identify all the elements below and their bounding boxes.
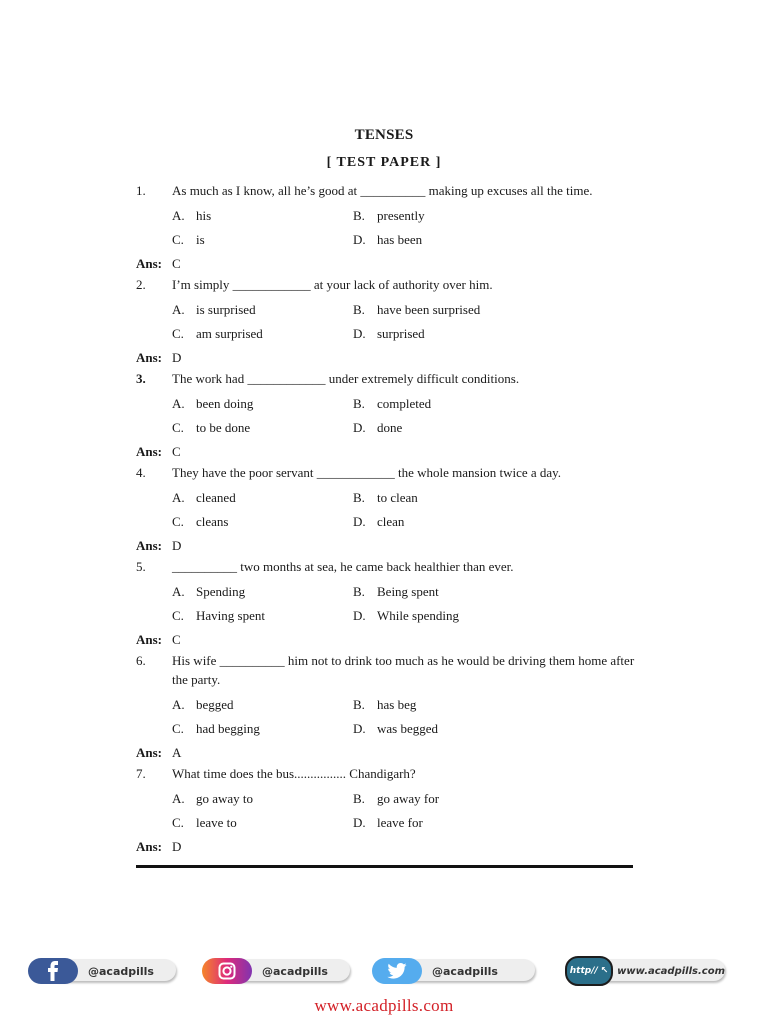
question-number: 4. <box>136 465 146 480</box>
option-letter: A. <box>172 396 185 411</box>
question-text: The work had ____________ under extremely difficult conditions. <box>172 371 520 386</box>
option-letter: D. <box>353 608 366 623</box>
option-letter: C. <box>172 420 184 435</box>
option-text: presently <box>377 208 425 223</box>
answer-value: C <box>172 632 181 647</box>
answer-option <box>353 490 534 506</box>
answer-value: D <box>172 839 182 854</box>
option-text: is <box>196 232 205 247</box>
answer-option <box>172 608 353 624</box>
answer-line <box>136 534 636 557</box>
answer-option <box>353 326 534 342</box>
option-text: begged <box>196 697 234 712</box>
answer-option <box>353 208 534 224</box>
answer-line <box>136 440 636 463</box>
question-item <box>136 463 636 557</box>
answer-value: C <box>172 444 181 459</box>
answer-option <box>353 396 534 412</box>
options-row <box>172 693 636 717</box>
answer-option <box>353 815 534 831</box>
facebook-link[interactable] <box>28 955 178 987</box>
option-text: his <box>196 208 212 223</box>
question-item <box>136 557 636 651</box>
website-link[interactable] <box>565 955 725 987</box>
question-text: They have the poor servant ____________ the whole mansion twice a day. <box>172 465 562 480</box>
option-letter: D. <box>353 326 366 341</box>
answer-option <box>172 302 353 318</box>
option-text: am surprised <box>196 326 263 341</box>
answer-option <box>172 396 353 412</box>
option-text: Spending <box>196 584 246 599</box>
question-number: 7. <box>136 766 146 781</box>
option-text: clean <box>377 514 405 529</box>
option-letter: B. <box>353 302 365 317</box>
options-grid <box>172 298 636 346</box>
answer-option <box>353 791 534 807</box>
cursor-icon: ↖ <box>600 966 609 976</box>
answer-label: Ans: <box>136 538 163 553</box>
option-letter: D. <box>353 420 366 435</box>
answer-option <box>172 420 353 436</box>
question-line <box>136 764 636 783</box>
question-list <box>136 181 636 858</box>
answer-option <box>353 514 534 530</box>
question-line <box>136 651 636 689</box>
option-text: surprised <box>377 326 425 341</box>
answer-option <box>172 326 353 342</box>
answer-option <box>353 302 534 318</box>
option-text: done <box>377 420 403 435</box>
answer-option <box>172 584 353 600</box>
answer-line <box>136 252 636 275</box>
answer-option <box>172 490 353 506</box>
option-letter: A. <box>172 697 185 712</box>
option-text: is surprised <box>196 302 256 317</box>
answer-option <box>172 697 353 713</box>
option-text: has been <box>377 232 423 247</box>
option-letter: C. <box>172 608 184 623</box>
options-row <box>172 298 636 322</box>
options-row <box>172 811 636 835</box>
website-handle: www.acadpills.com <box>617 965 725 977</box>
answer-label: Ans: <box>136 745 163 760</box>
option-letter: A. <box>172 208 185 223</box>
question-item <box>136 651 636 764</box>
question-number: 5. <box>136 559 146 574</box>
answer-option <box>172 514 353 530</box>
social-links-bar <box>0 955 768 989</box>
option-letter: B. <box>353 584 365 599</box>
question-item <box>136 275 636 369</box>
option-letter: D. <box>353 514 366 529</box>
option-letter: B. <box>353 791 365 806</box>
divider-rule <box>136 865 633 868</box>
answer-line <box>136 741 636 764</box>
question-line <box>136 463 636 482</box>
answer-label: Ans: <box>136 632 163 647</box>
option-text: had begging <box>196 721 260 736</box>
answer-label: Ans: <box>136 839 163 854</box>
options-grid <box>172 486 636 534</box>
option-text: to clean <box>377 490 418 505</box>
option-letter: A. <box>172 302 185 317</box>
option-text: to be done <box>196 420 251 435</box>
answer-line <box>136 835 636 858</box>
option-letter: C. <box>172 326 184 341</box>
option-text: have been surprised <box>377 302 481 317</box>
options-row <box>172 604 636 628</box>
answer-option <box>172 815 353 831</box>
question-number: 3. <box>136 371 146 386</box>
question-text: His wife __________ him not to drink too much as he would be driving them home after the party. <box>172 653 635 687</box>
answer-label: Ans: <box>136 350 163 365</box>
answer-option <box>172 721 353 737</box>
answer-value: D <box>172 350 182 365</box>
options-row <box>172 228 636 252</box>
question-item <box>136 764 636 858</box>
option-letter: B. <box>353 490 365 505</box>
option-text: go away to <box>196 791 254 806</box>
option-letter: C. <box>172 815 184 830</box>
options-grid <box>172 580 636 628</box>
answer-option <box>353 232 534 248</box>
answer-line <box>136 346 636 369</box>
option-text: cleaned <box>196 490 236 505</box>
question-text: What time does the bus................ Chandigarh? <box>172 766 416 781</box>
option-text: Having spent <box>196 608 265 623</box>
question-line <box>136 275 636 294</box>
options-grid <box>172 392 636 440</box>
options-row <box>172 787 636 811</box>
options-grid <box>172 693 636 741</box>
question-number: 2. <box>136 277 146 292</box>
option-letter: C. <box>172 514 184 529</box>
facebook-icon <box>28 958 78 984</box>
answer-option <box>353 721 534 737</box>
options-row <box>172 416 636 440</box>
answer-line <box>136 628 636 651</box>
option-text: While spending <box>377 608 459 623</box>
question-line <box>136 369 636 388</box>
facebook-handle: @acadpills <box>88 964 154 978</box>
options-row <box>172 580 636 604</box>
answer-option <box>172 791 353 807</box>
option-text: was begged <box>377 721 439 736</box>
options-grid <box>172 204 636 252</box>
option-text: completed <box>377 396 432 411</box>
option-text: has beg <box>377 697 417 712</box>
options-row <box>172 486 636 510</box>
instagram-handle: @acadpills <box>262 964 328 978</box>
option-text: Being spent <box>377 584 439 599</box>
option-letter: B. <box>353 208 365 223</box>
twitter-icon <box>372 958 422 984</box>
answer-label: Ans: <box>136 444 163 459</box>
instagram-icon <box>202 958 252 984</box>
question-item <box>136 181 636 275</box>
option-letter: D. <box>353 721 366 736</box>
question-number: 1. <box>136 183 146 198</box>
answer-option <box>353 697 534 713</box>
option-letter: D. <box>353 815 366 830</box>
option-text: leave for <box>377 815 423 830</box>
option-text: cleans <box>196 514 229 529</box>
options-row <box>172 204 636 228</box>
answer-option <box>353 608 534 624</box>
option-letter: A. <box>172 584 185 599</box>
answer-label: Ans: <box>136 256 163 271</box>
twitter-link[interactable] <box>372 955 537 987</box>
instagram-link[interactable] <box>202 955 352 987</box>
option-letter: A. <box>172 490 185 505</box>
option-text: been doing <box>196 396 254 411</box>
answer-option <box>353 584 534 600</box>
options-row <box>172 717 636 741</box>
question-line <box>136 557 636 576</box>
page-title: TENSES <box>354 127 414 143</box>
option-letter: D. <box>353 232 366 247</box>
twitter-handle: @acadpills <box>432 964 498 978</box>
question-item <box>136 369 636 463</box>
options-row <box>172 392 636 416</box>
answer-option <box>172 208 353 224</box>
question-line <box>136 181 636 200</box>
answer-option <box>172 232 353 248</box>
page-subtitle: [ TEST PAPER ] <box>326 155 442 170</box>
answer-value: C <box>172 256 181 271</box>
options-grid <box>172 787 636 835</box>
option-text: go away for <box>377 791 440 806</box>
answer-value: D <box>172 538 182 553</box>
browser-icon <box>565 956 613 986</box>
option-letter: B. <box>353 697 365 712</box>
site-url[interactable]: www.acadpills.com <box>314 996 454 1015</box>
answer-value: A <box>172 745 182 760</box>
answer-option <box>353 420 534 436</box>
option-letter: B. <box>353 396 365 411</box>
web-label: http// <box>569 966 598 976</box>
question-text: I’m simply ____________ at your lack of authority over him. <box>172 277 493 292</box>
option-letter: A. <box>172 791 185 806</box>
question-text: __________ two months at sea, he came back healthier than ever. <box>172 559 514 574</box>
options-row <box>172 322 636 346</box>
options-row <box>172 510 636 534</box>
question-number: 6. <box>136 653 146 668</box>
question-text: As much as I know, all he’s good at __________ making up excuses all the time. <box>172 183 593 198</box>
option-letter: C. <box>172 721 184 736</box>
option-text: leave to <box>196 815 237 830</box>
option-letter: C. <box>172 232 184 247</box>
